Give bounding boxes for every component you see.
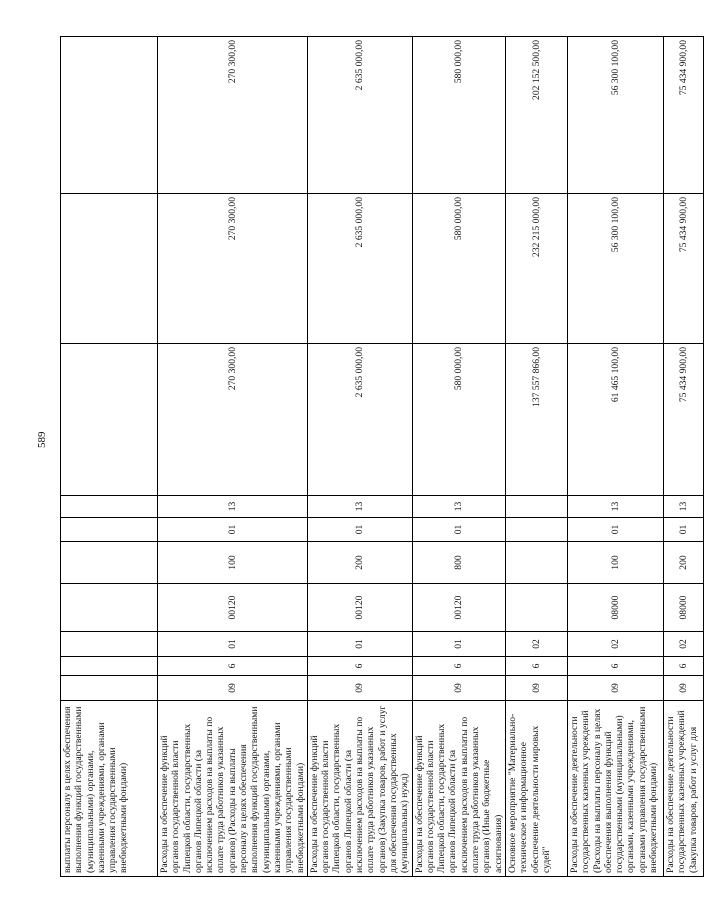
table-row	[307, 37, 412, 877]
amount-cell: 75 434 900,00	[663, 344, 703, 496]
table-row	[158, 37, 308, 877]
code-cell: 13	[158, 496, 308, 518]
code-cell	[61, 584, 158, 632]
code-cell	[61, 496, 158, 518]
code-cell	[505, 518, 567, 542]
amount-cell	[61, 344, 158, 496]
amount-cell: 580 000,00	[412, 37, 505, 194]
code-cell: 13	[663, 496, 703, 518]
code-cell	[505, 496, 567, 518]
amount-cell: 137 557 866,00	[505, 344, 567, 496]
code-cell: 6	[307, 657, 412, 676]
row-name-cell: Расходы на обеспечение функций органов государственной власти Липецкой области, государственных органов Липецкой области (за исключением расходов на выплаты по оплате труда работников указанных органов) (Иные бюджетные ассигнования)	[412, 701, 505, 877]
code-cell	[61, 657, 158, 676]
table-row	[412, 37, 505, 877]
code-cell: 09	[158, 676, 308, 701]
amount-cell: 56 300 100,00	[567, 37, 663, 194]
amount-cell: 232 215 000,00	[505, 194, 567, 344]
amount-cell: 2 635 000,00	[307, 194, 412, 344]
amount-cell: 202 152 500,00	[505, 37, 567, 194]
code-cell: 13	[307, 496, 412, 518]
amount-cell: 270 300,00	[158, 194, 308, 344]
code-cell: 01	[567, 518, 663, 542]
budget-table	[60, 36, 704, 877]
code-cell: 02	[505, 632, 567, 657]
code-cell: 09	[567, 676, 663, 701]
amount-cell: 61 465 100,00	[567, 344, 663, 496]
code-cell: 01	[307, 518, 412, 542]
amount-cell: 75 434 900,00	[663, 37, 703, 194]
amount-cell: 580 000,00	[412, 344, 505, 496]
code-cell: 08000	[663, 584, 703, 632]
code-cell: 6	[505, 657, 567, 676]
code-cell: 200	[307, 542, 412, 584]
row-name-cell: Расходы на обеспечение функций органов государственной власти Липецкой области, государственных органов Липецкой области (за исключением расходов на выплаты по оплате труда работников указанных органов) (Расходы на выплаты персоналу в целях обеспечения выполнения функций государственными (муниципальными) органами, казенными учреждениями, органами управления государственными внебюджетными фондами)	[158, 701, 308, 877]
amount-cell: 270 300,00	[158, 344, 308, 496]
code-cell: 100	[158, 542, 308, 584]
code-cell: 00120	[307, 584, 412, 632]
amount-cell: 270 300,00	[158, 37, 308, 194]
code-cell: 13	[567, 496, 663, 518]
table-row	[505, 37, 567, 877]
row-name-cell: выплаты персоналу в целях обеспечения выполнения функций государственными (муниципальными) органами, казенными учреждениями, органами управления государственными внебюджетными фондами)	[61, 701, 158, 877]
code-cell: 02	[663, 632, 703, 657]
code-cell: 6	[663, 657, 703, 676]
amount-cell: 2 635 000,00	[307, 37, 412, 194]
code-cell	[61, 632, 158, 657]
code-cell: 100	[567, 542, 663, 584]
table-row	[567, 37, 663, 877]
code-cell	[61, 518, 158, 542]
code-cell: 6	[412, 657, 505, 676]
table-row	[663, 37, 703, 877]
code-cell	[505, 542, 567, 584]
code-cell: 02	[567, 632, 663, 657]
code-cell: 00120	[412, 584, 505, 632]
code-cell: 01	[412, 632, 505, 657]
code-cell: 01	[158, 632, 308, 657]
code-cell	[505, 584, 567, 632]
table-row	[61, 37, 158, 877]
amount-cell	[61, 194, 158, 344]
code-cell: 09	[412, 676, 505, 701]
code-cell: 08000	[567, 584, 663, 632]
code-cell: 01	[412, 518, 505, 542]
code-cell: 01	[158, 518, 308, 542]
row-name-cell: Основное мероприятие "Материально-техническое и информационное обеспечение деятельности мировых судей"	[505, 701, 567, 877]
code-cell: 00120	[158, 584, 308, 632]
amount-cell: 75 434 900,00	[663, 194, 703, 344]
code-cell: 01	[663, 518, 703, 542]
code-cell: 13	[412, 496, 505, 518]
row-name-cell: Расходы на обеспечение деятельности государственных казенных учреждений (Закупка товаров, работ и услуг для	[663, 701, 703, 877]
code-cell: 6	[158, 657, 308, 676]
code-cell: 800	[412, 542, 505, 584]
code-cell	[61, 542, 158, 584]
code-cell: 01	[307, 632, 412, 657]
amount-cell	[61, 37, 158, 194]
code-cell: 09	[307, 676, 412, 701]
row-name-cell: Расходы на обеспечение функций органов государственной власти Липецкой области, государственных органов Липецкой области (за исключением расходов на выплаты по оплате труда работников указанных органов) (Закупка товаров, работ и услуг для обеспечения государственных (муниципальных) нужд)	[307, 701, 412, 877]
code-cell: 09	[663, 676, 703, 701]
page-number: 589	[36, 431, 48, 448]
amount-cell: 580 000,00	[412, 194, 505, 344]
amount-cell: 2 635 000,00	[307, 344, 412, 496]
code-cell: 6	[567, 657, 663, 676]
code-cell	[61, 676, 158, 701]
code-cell: 09	[505, 676, 567, 701]
row-name-cell: Расходы на обеспечение деятельности государственных казенных учреждений (Расходы на выплаты персоналу в целях обеспечения выполнения функций государственными (муниципальными) органами, казенными учреждениями, органами управления государственными внебюджетными фондами)	[567, 701, 663, 877]
amount-cell: 56 300 100,00	[567, 194, 663, 344]
code-cell: 200	[663, 542, 703, 584]
rotated-page	[60, 37, 699, 877]
